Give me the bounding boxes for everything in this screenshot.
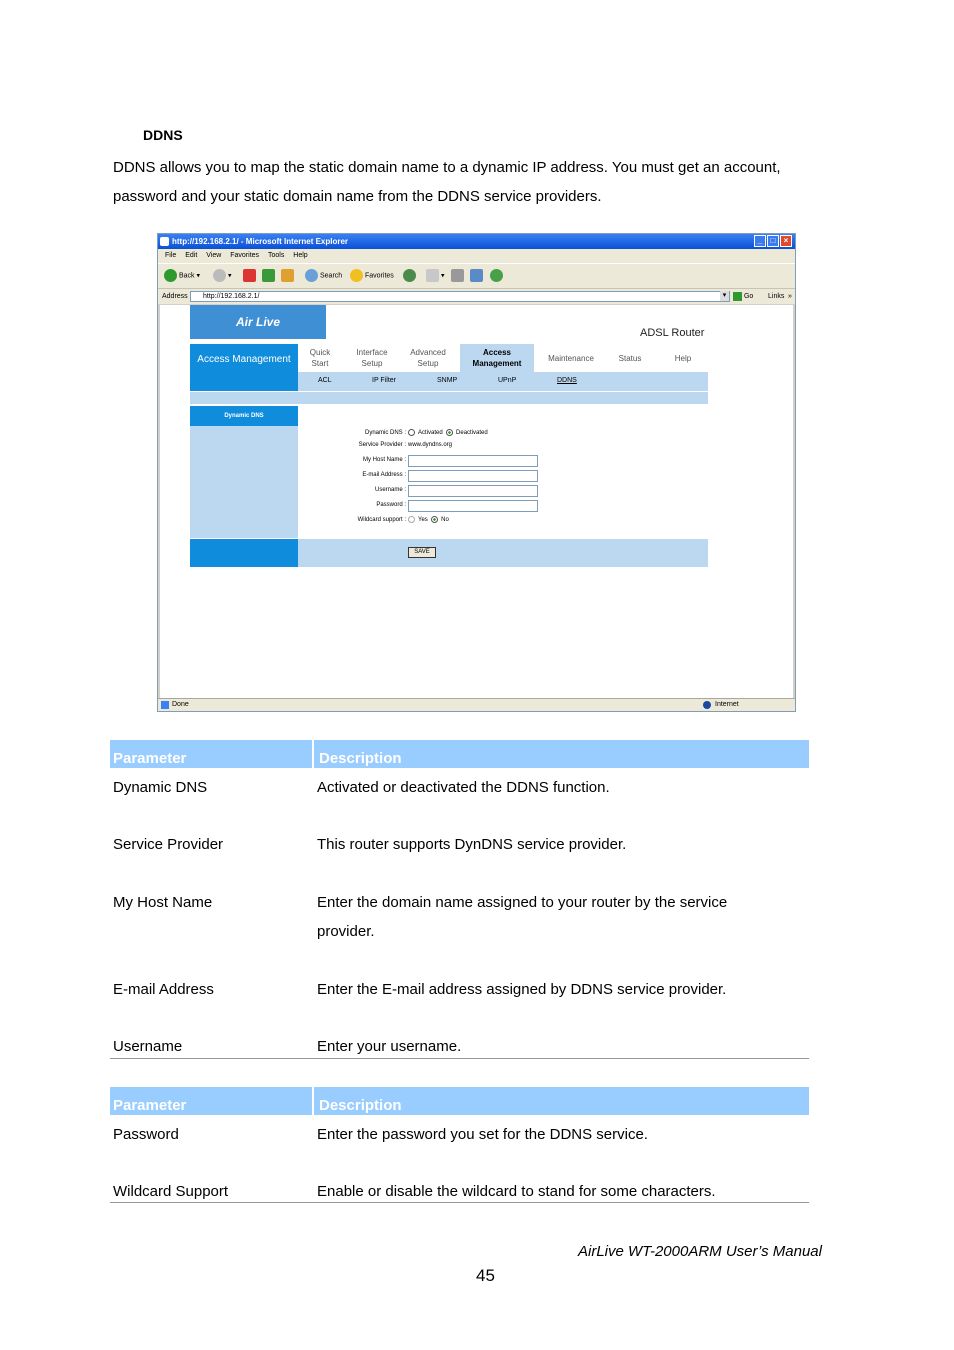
row-email: E-mail Address : <box>298 468 708 483</box>
address-label: Address <box>162 293 188 300</box>
side-column <box>190 426 298 538</box>
menu-tools[interactable]: Tools <box>268 252 285 259</box>
back-button[interactable]: Back ▾ <box>164 269 200 283</box>
radio-activated[interactable] <box>408 429 415 436</box>
printer-icon <box>451 269 464 282</box>
messenger-button[interactable] <box>490 269 505 283</box>
refresh-button[interactable] <box>262 269 277 283</box>
print-button[interactable] <box>451 269 466 283</box>
header-parameter: Parameter <box>113 750 187 767</box>
parameter-table-2 <box>110 1087 809 1203</box>
stop-button[interactable] <box>243 269 258 283</box>
table-row: Password Enter the password you set for the DDNS service. <box>113 1126 648 1143</box>
page-icon <box>161 701 169 709</box>
current-section: Access Management <box>190 344 298 391</box>
section-intro: DDNS allows you to map the static domain name to a dynamic IP address. You must get an account, password and your static domain name from the DDNS service providers. <box>113 159 781 205</box>
menu-file[interactable]: File <box>165 252 177 259</box>
nav-quick-start[interactable]: Quick Start <box>309 348 331 368</box>
mail-button[interactable]: ▾ <box>426 269 445 283</box>
radio-deactivated[interactable] <box>446 429 453 436</box>
username-input[interactable] <box>408 485 538 497</box>
nav-status[interactable]: Status <box>618 354 642 363</box>
address-input[interactable]: http://192.168.2.1/ <box>190 291 730 302</box>
save-button[interactable]: SAVE <box>408 547 436 558</box>
menu-edit[interactable]: Edit <box>185 252 198 259</box>
row-host-name: My Host Name : <box>298 453 708 468</box>
table-row: Username Enter your username. <box>113 1038 462 1055</box>
messenger-icon <box>490 269 503 282</box>
parameter-table-1 <box>110 740 809 1059</box>
table-row: Service Provider This router supports DynDNS service provider. <box>113 836 627 853</box>
favorites-button[interactable]: Favorites <box>350 269 394 283</box>
table-row: My Host Name Enter the domain name assigned to your router by the service provider. <box>113 894 728 940</box>
nav-interface-setup[interactable]: Interface Setup <box>356 348 388 368</box>
nav-access-management[interactable]: Access Management <box>460 344 534 372</box>
table-row: Wildcard Support Enable or disable the wildcard to stand for some characters. <box>113 1183 716 1200</box>
row-password: Password : <box>298 498 708 513</box>
service-provider-value: www.dyndns.org <box>408 442 453 448</box>
host-name-input[interactable] <box>408 455 538 467</box>
divider-strip <box>190 392 708 404</box>
stop-icon <box>243 269 256 282</box>
minimize-icon[interactable]: _ <box>754 235 766 247</box>
radio-wildcard-no[interactable] <box>431 516 438 523</box>
chevron-right-icon[interactable]: » <box>788 293 792 300</box>
router-page <box>160 305 793 700</box>
nav-help[interactable]: Help <box>674 354 692 363</box>
status-done: Done <box>172 701 189 708</box>
footer-bar <box>298 539 708 567</box>
history-button[interactable] <box>403 269 418 283</box>
address-bar <box>158 289 795 304</box>
header-description: Description <box>312 1087 402 1115</box>
subnav-ddns[interactable]: DDNS <box>557 377 577 384</box>
home-button[interactable] <box>281 269 296 283</box>
ie-icon <box>160 237 169 246</box>
side-label-dynamic-dns: Dynamic DNS <box>190 406 298 426</box>
star-icon <box>350 269 363 282</box>
airlive-logo: Air Live <box>190 305 326 339</box>
email-input[interactable] <box>408 470 538 482</box>
nav-maintenance[interactable]: Maintenance <box>548 354 594 363</box>
subnav-ip-filter[interactable]: IP Filter <box>372 377 396 384</box>
refresh-icon <box>262 269 275 282</box>
section-heading: DDNS <box>143 127 183 143</box>
back-arrow-icon <box>164 269 177 282</box>
browser-menubar <box>158 249 795 263</box>
mail-icon <box>426 269 439 282</box>
footer-bar-left <box>190 539 298 567</box>
table-row: Dynamic DNS Activated or deactivated the DDNS function. <box>113 779 610 796</box>
maximize-icon[interactable]: □ <box>767 235 779 247</box>
subnav-acl[interactable]: ACL <box>318 377 332 384</box>
browser-titlebar <box>158 234 795 249</box>
status-zone: Internet <box>715 701 739 708</box>
forward-button[interactable]: ▾ <box>213 269 232 283</box>
history-icon <box>403 269 416 282</box>
top-nav <box>298 344 708 372</box>
go-button[interactable]: Go <box>733 289 753 304</box>
subnav-upnp[interactable]: UPnP <box>498 377 517 384</box>
row-wildcard: Wildcard support : Yes No <box>357 517 449 523</box>
row-service-provider: Service Provider : www.dyndns.org <box>298 438 708 453</box>
search-button[interactable]: Search <box>305 269 342 283</box>
browser-statusbar <box>158 698 795 711</box>
address-dropdown-icon[interactable]: ▾ <box>720 291 729 301</box>
row-username: Username : <box>298 483 708 498</box>
close-icon[interactable]: × <box>780 235 792 247</box>
table-header <box>110 740 809 768</box>
browser-title: http://192.168.2.1/ - Microsoft Internet Explorer <box>172 237 349 246</box>
manual-title: AirLive WT-2000ARM User’s Manual <box>578 1243 822 1260</box>
row-dynamic-dns: Dynamic DNS : Activated Deactivated <box>364 430 488 436</box>
home-icon <box>281 269 294 282</box>
search-icon <box>305 269 318 282</box>
links-label[interactable]: Links <box>768 293 785 300</box>
browser-screenshot <box>157 233 796 712</box>
table-row: E-mail Address Enter the E-mail address assigned by DDNS service provider. <box>113 981 727 998</box>
edit-icon <box>470 269 483 282</box>
sub-nav <box>298 372 708 391</box>
menu-help[interactable]: Help <box>293 252 308 259</box>
browser-toolbar <box>158 263 795 289</box>
header-parameter: Parameter <box>113 1097 187 1114</box>
menu-view[interactable]: View <box>206 252 222 259</box>
radio-wildcard-yes[interactable] <box>408 516 415 523</box>
menu-favorites[interactable]: Favorites <box>230 252 260 259</box>
forward-arrow-icon <box>213 269 226 282</box>
go-arrow-icon <box>733 292 742 301</box>
edit-button[interactable] <box>470 269 485 283</box>
table-header <box>110 1087 809 1115</box>
password-input[interactable] <box>408 500 538 512</box>
subnav-snmp[interactable]: SNMP <box>437 377 458 384</box>
page-number: 45 <box>476 1266 495 1285</box>
nav-advanced-setup[interactable]: Advanced Setup <box>410 348 446 368</box>
product-title: ADSL Router <box>640 327 705 339</box>
header-description: Description <box>312 740 402 768</box>
globe-icon <box>703 701 711 709</box>
